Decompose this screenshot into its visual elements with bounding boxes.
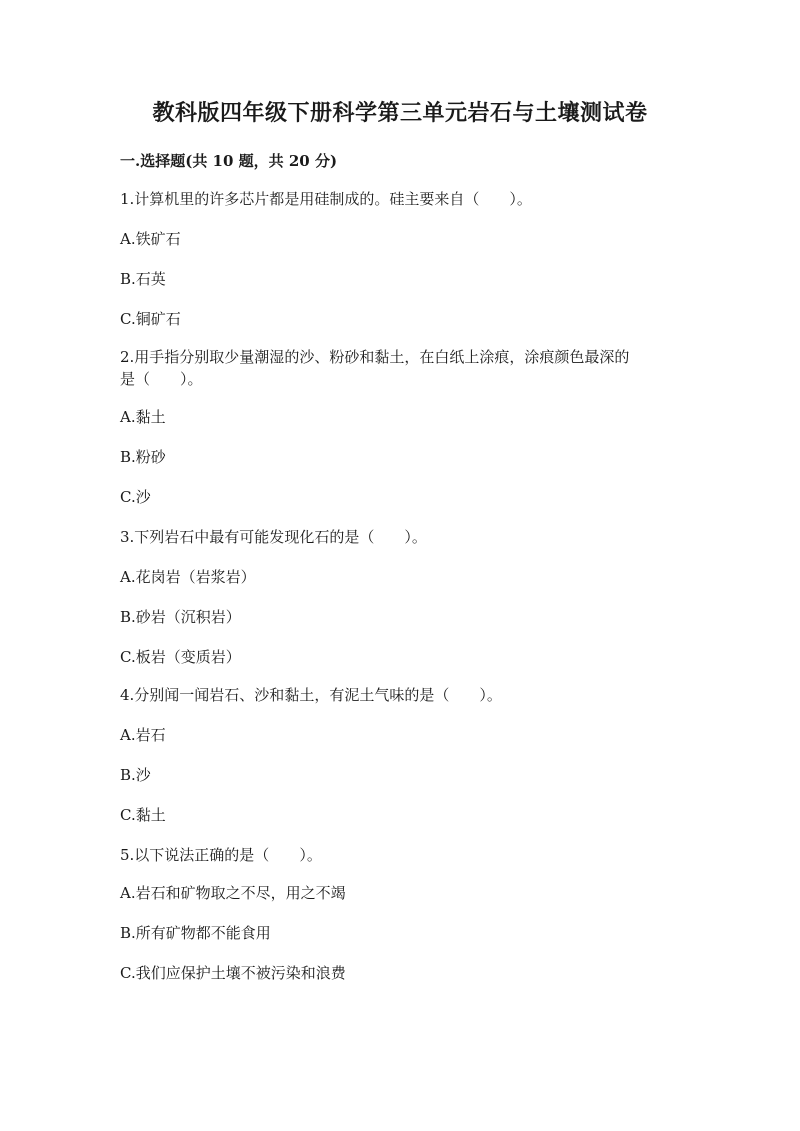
option-c: C.铜矿石 <box>120 310 181 328</box>
option-c: C.沙 <box>120 488 151 506</box>
section-heading: 一.选择题(共 10 题，共 20 分) <box>120 152 338 170</box>
question-stem: 4.分别闻一闻岩石、沙和黏土，有泥土气味的是（ ）。 <box>120 686 502 704</box>
option-c: C.板岩（变质岩） <box>120 648 241 666</box>
option-a: A.岩石 <box>120 726 166 744</box>
option-a: A.黏土 <box>120 408 166 426</box>
option-c: C.我们应保护土壤不被污染和浪费 <box>120 964 346 982</box>
page-title: 教科版四年级下册科学第三单元岩石与土壤测试卷 <box>152 100 648 126</box>
question-stem-line-2: 是（ ）。 <box>120 370 203 388</box>
option-b: B.沙 <box>120 766 151 784</box>
question-stem: 1.计算机里的许多芯片都是用硅制成的。硅主要来自（ ）。 <box>120 190 532 208</box>
option-b: B.砂岩（沉积岩） <box>120 608 241 626</box>
question-stem: 5.以下说法正确的是（ ）。 <box>120 846 322 864</box>
question-stem-line-1: 2.用手指分别取少量潮湿的沙、粉砂和黏土，在白纸上涂痕，涂痕颜色最深的 <box>120 348 630 366</box>
option-a: A.花岗岩（岩浆岩） <box>120 568 256 586</box>
option-b: B.石英 <box>120 270 166 288</box>
option-b: B.所有矿物都不能食用 <box>120 924 271 942</box>
option-a: A.岩石和矿物取之不尽，用之不竭 <box>120 884 346 902</box>
question-stem: 3.下列岩石中最有可能发现化石的是（ ）。 <box>120 528 427 546</box>
option-c: C.黏土 <box>120 806 166 824</box>
option-a: A.铁矿石 <box>120 230 181 248</box>
option-b: B.粉砂 <box>120 448 166 466</box>
